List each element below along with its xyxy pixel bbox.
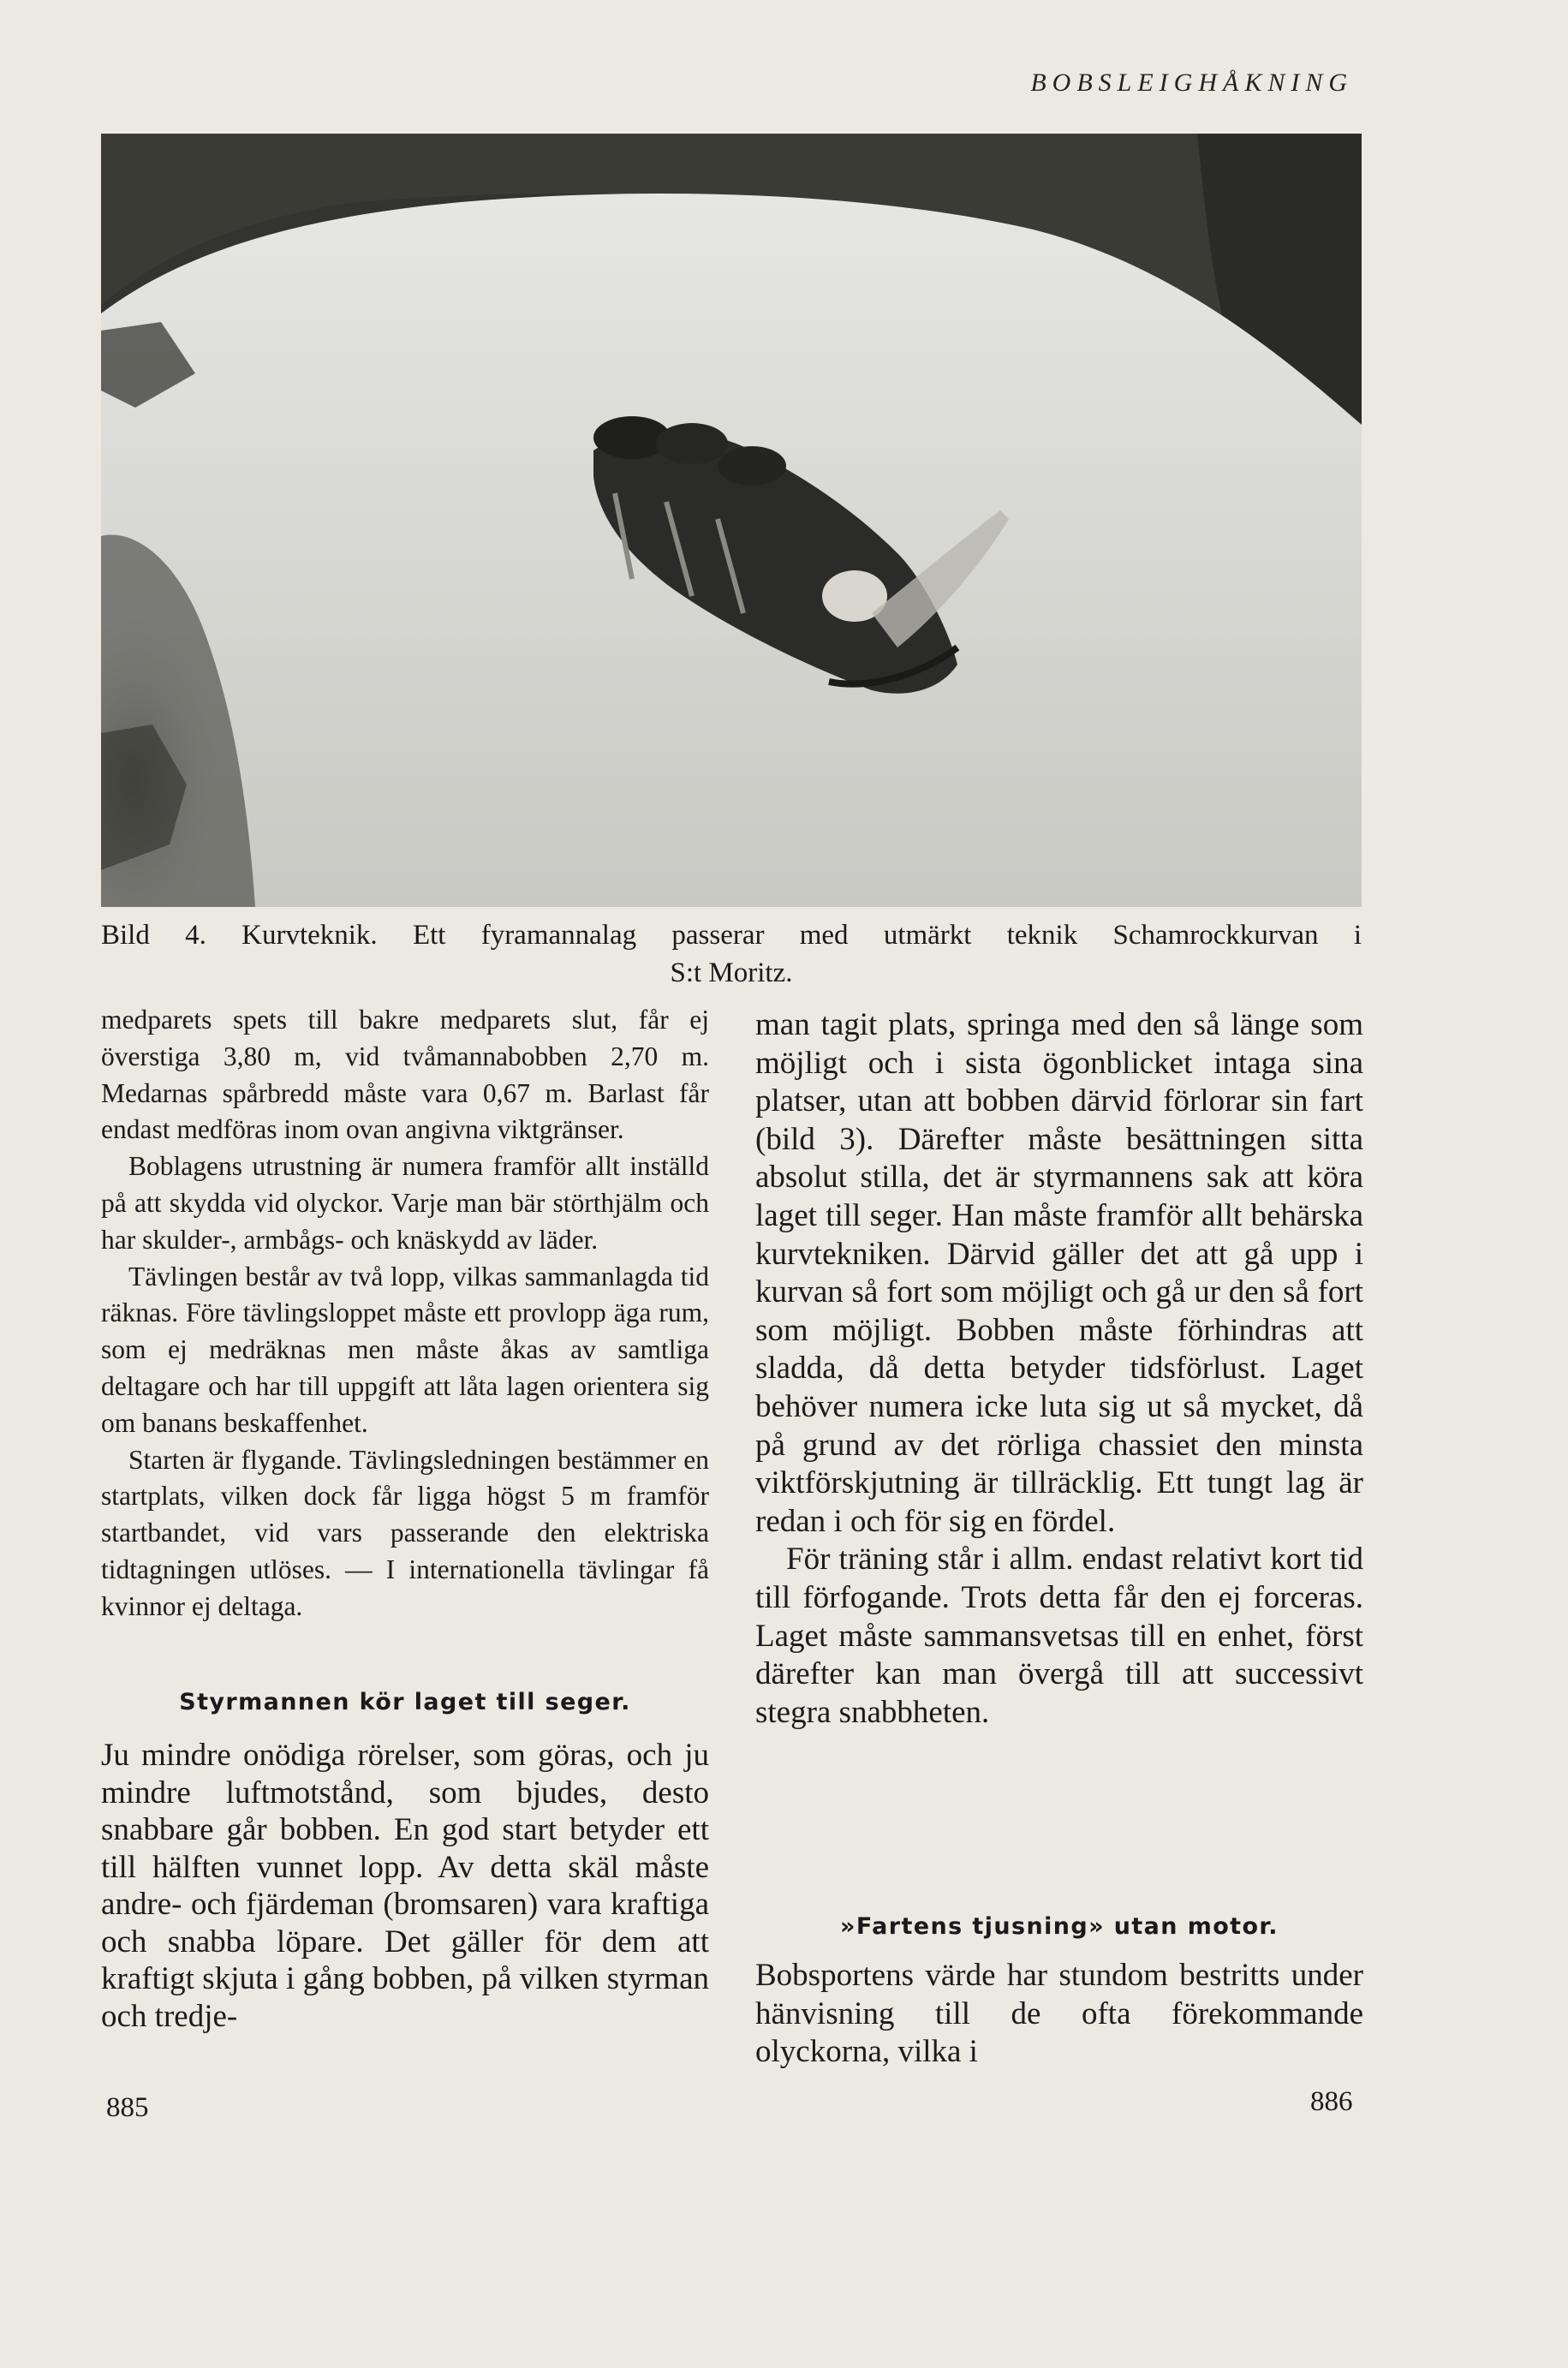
right-column-text <box>755 1006 1363 1732</box>
photo-illustration <box>101 134 1362 907</box>
bobsleigh-photo <box>101 134 1362 907</box>
caption-tail: S:t Moritz. <box>670 957 793 988</box>
paragraph: För träning står i allm. endast relativt kort tid till förfogande. Trots detta får den ej forceras. Laget måste sammansvetsas till en enhet, först därefter kan man övergå till att successivt stegra snabbheten. <box>755 1542 1363 1730</box>
paragraph: Ju mindre onödiga rörelser, som göras, och ju mindre luftmotstånd, som bjudes, desto snabbare går bobben. En god start betyder ett till hälften vunnet lopp. Av detta skäl måste andre- och fjärdeman (bromsaren) vara kraftiga och snabba löpare. Det gäller för dem att kraftigt skjuta i gång bobben, på vilken styrman och tredje- <box>101 1738 709 2034</box>
page-number-right: 886 <box>1310 2086 1353 2117</box>
figure-caption <box>101 916 1362 992</box>
paragraph: Tävlingen består av två lopp, vilkas sammanlagda tid räknas. Före tävlingsloppet måste ett provlopp äga rum, som ej medräknas men måste åkas av samtliga deltagare och har till uppgift att låta lagen orientera sig om banans beskaffenhet. <box>101 1261 709 1438</box>
right-column-text-continued <box>755 1957 1363 2072</box>
paragraph: Bobsportens värde har stundom bestritts under hänvisning till de ofta förekommande olyckorna, vilka i <box>755 1958 1363 2070</box>
paragraph: Boblagens utrustning är numera framför allt inställd på att skydda vid olyckor. Varje man bär störthjälm och har skulder-, armbågs- och knäskydd av läder. <box>101 1151 709 1255</box>
section-heading-styrmannen: Styrmannen kör laget till seger. <box>179 1689 631 1715</box>
running-head: BOBSLEIGHÅKNING <box>1030 69 1353 97</box>
caption-lead: Bild 4. Kurvteknik. Ett fyramannalag passerar med utmärkt teknik Schamrockkurvan i <box>101 920 1362 951</box>
page-number-left: 885 <box>106 2092 149 2123</box>
paragraph: Starten är flygande. Tävlingsledningen bestämmer en startplats, vilken dock får ligga högst 5 m framför startbandet, vid vars passerande den elektriska tidtagningen utlöses. — I internationella tävlingar få kvinnor ej deltaga. <box>101 1444 709 1621</box>
section-heading-fartens-tjusning: »Fartens tjusning» utan motor. <box>840 1913 1279 1940</box>
left-column-large-text <box>101 1737 709 2035</box>
paragraph: man tagit plats, springa med den så länge som möjligt och i sista ögonblicket intaga sina platser, utan att bobben därvid förlorar sin fart (bild 3). Därefter måste besättningen sitta absolut stilla, det är styrmannens sak att köra laget till seger. Han måste framför allt behärska kurvtekniken. Därvid gäller det att gå upp i kurvan så fort som möjligt och gå ur den så fort som möjligt. Bobben måste förhindras att sladda, då detta betyder tidsförlust. Laget behöver numera icke luta sig ut så mycket, då på grund av det rörliga chassiet den minsta viktförskjutning är tillräcklig. Ett tungt lag är redan i och för sig en fördel. <box>755 1007 1363 1539</box>
left-column-small-text <box>101 1002 709 1625</box>
paragraph: medparets spets till bakre medparets slut, får ej överstiga 3,80 m, vid tvåmannabobben 2,70 m. Medarnas spårbredd måste vara 0,67 m. Barlast får endast medföras inom ovan angivna viktgränser. <box>101 1005 709 1145</box>
